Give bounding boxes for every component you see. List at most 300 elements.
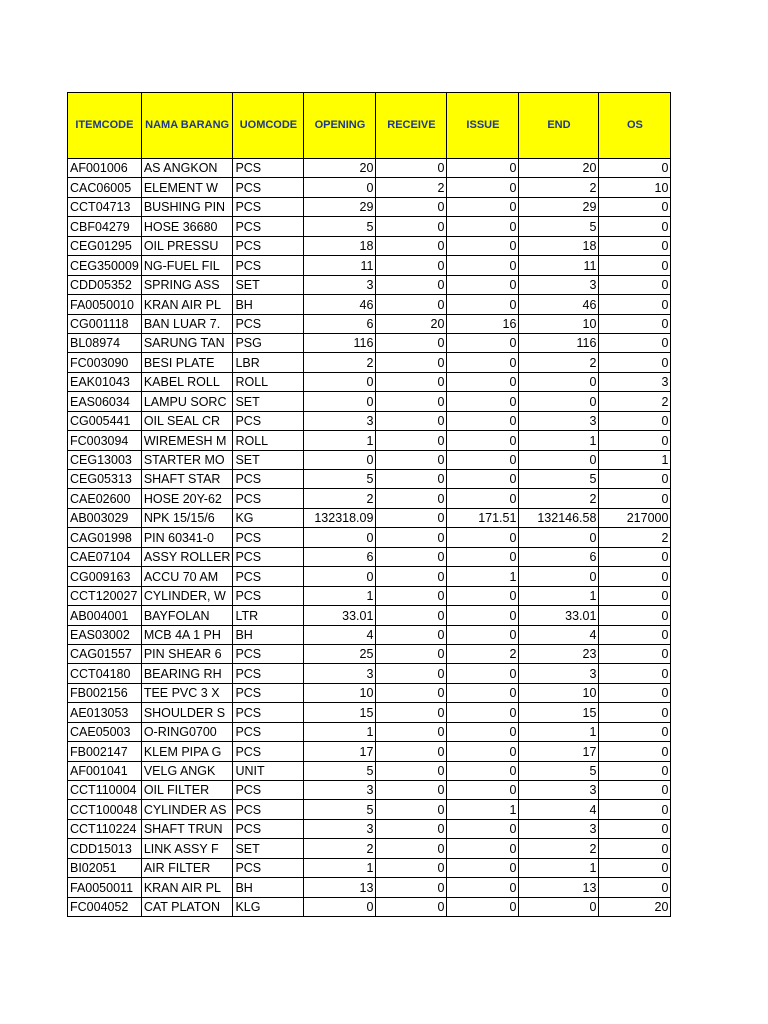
opening-cell[interactable]: 0 xyxy=(304,528,376,547)
os-cell[interactable]: 0 xyxy=(599,664,671,683)
issue-cell[interactable]: 0 xyxy=(447,761,519,780)
receive-cell[interactable]: 0 xyxy=(376,372,447,391)
opening-cell[interactable]: 1 xyxy=(304,858,376,877)
os-cell[interactable]: 217000 xyxy=(599,508,671,527)
itemcode-cell[interactable]: FC003090 xyxy=(68,353,142,372)
receive-cell[interactable]: 0 xyxy=(376,411,447,430)
nama-barang-cell[interactable]: BESI PLATE xyxy=(141,353,233,372)
itemcode-cell[interactable]: FB002147 xyxy=(68,742,142,761)
nama-barang-cell[interactable]: ACCU 70 AM xyxy=(141,567,233,586)
uomcode-cell[interactable]: PCS xyxy=(233,819,304,838)
itemcode-cell[interactable]: CG001118 xyxy=(68,314,142,333)
end-cell[interactable]: 13 xyxy=(519,878,599,897)
uomcode-cell[interactable]: PCS xyxy=(233,197,304,216)
end-cell[interactable]: 132146.58 xyxy=(519,508,599,527)
receive-cell[interactable]: 20 xyxy=(376,314,447,333)
os-cell[interactable]: 0 xyxy=(599,333,671,352)
receive-cell[interactable]: 0 xyxy=(376,683,447,702)
issue-cell[interactable]: 0 xyxy=(447,431,519,450)
uomcode-cell[interactable]: PCS xyxy=(233,314,304,333)
itemcode-cell[interactable]: CCT100048 xyxy=(68,800,142,819)
issue-cell[interactable]: 0 xyxy=(447,664,519,683)
receive-cell[interactable]: 0 xyxy=(376,819,447,838)
end-cell[interactable]: 2 xyxy=(519,489,599,508)
os-cell[interactable]: 0 xyxy=(599,625,671,644)
nama-barang-cell[interactable]: STARTER MO xyxy=(141,450,233,469)
nama-barang-cell[interactable]: OIL SEAL CR xyxy=(141,411,233,430)
os-cell[interactable]: 0 xyxy=(599,742,671,761)
issue-cell[interactable]: 0 xyxy=(447,839,519,858)
os-cell[interactable]: 0 xyxy=(599,858,671,877)
uomcode-cell[interactable]: PCS xyxy=(233,858,304,877)
itemcode-cell[interactable]: CEG13003 xyxy=(68,450,142,469)
header-end[interactable]: END xyxy=(519,93,599,159)
end-cell[interactable]: 10 xyxy=(519,314,599,333)
end-cell[interactable]: 3 xyxy=(519,275,599,294)
issue-cell[interactable]: 0 xyxy=(447,333,519,352)
uomcode-cell[interactable]: PCS xyxy=(233,236,304,255)
os-cell[interactable]: 0 xyxy=(599,781,671,800)
itemcode-cell[interactable]: AE013053 xyxy=(68,703,142,722)
issue-cell[interactable]: 0 xyxy=(447,372,519,391)
end-cell[interactable]: 2 xyxy=(519,178,599,197)
header-opening[interactable]: OPENING xyxy=(304,93,376,159)
uomcode-cell[interactable]: PCS xyxy=(233,644,304,663)
nama-barang-cell[interactable]: NG-FUEL FIL xyxy=(141,256,233,275)
issue-cell[interactable]: 0 xyxy=(447,217,519,236)
receive-cell[interactable]: 0 xyxy=(376,431,447,450)
issue-cell[interactable]: 0 xyxy=(447,586,519,605)
end-cell[interactable]: 2 xyxy=(519,839,599,858)
receive-cell[interactable]: 0 xyxy=(376,217,447,236)
itemcode-cell[interactable]: CG005441 xyxy=(68,411,142,430)
header-receive[interactable]: RECEIVE xyxy=(376,93,447,159)
receive-cell[interactable]: 0 xyxy=(376,547,447,566)
opening-cell[interactable]: 2 xyxy=(304,489,376,508)
header-nama-barang[interactable]: NAMA BARANG xyxy=(141,93,233,159)
receive-cell[interactable]: 2 xyxy=(376,178,447,197)
opening-cell[interactable]: 15 xyxy=(304,703,376,722)
itemcode-cell[interactable]: CAE05003 xyxy=(68,722,142,741)
opening-cell[interactable]: 0 xyxy=(304,450,376,469)
issue-cell[interactable]: 0 xyxy=(447,411,519,430)
nama-barang-cell[interactable]: HOSE 20Y-62 xyxy=(141,489,233,508)
uomcode-cell[interactable]: PCS xyxy=(233,411,304,430)
os-cell[interactable]: 0 xyxy=(599,353,671,372)
uomcode-cell[interactable]: PCS xyxy=(233,781,304,800)
issue-cell[interactable]: 0 xyxy=(447,547,519,566)
os-cell[interactable]: 0 xyxy=(599,547,671,566)
opening-cell[interactable]: 1 xyxy=(304,722,376,741)
issue-cell[interactable]: 1 xyxy=(447,567,519,586)
uomcode-cell[interactable]: BH xyxy=(233,625,304,644)
os-cell[interactable]: 0 xyxy=(599,703,671,722)
os-cell[interactable]: 0 xyxy=(599,470,671,489)
receive-cell[interactable]: 0 xyxy=(376,159,447,178)
header-os[interactable]: OS xyxy=(599,93,671,159)
itemcode-cell[interactable]: EAS03002 xyxy=(68,625,142,644)
issue-cell[interactable]: 0 xyxy=(447,742,519,761)
opening-cell[interactable]: 132318.09 xyxy=(304,508,376,527)
uomcode-cell[interactable]: PCS xyxy=(233,217,304,236)
issue-cell[interactable]: 0 xyxy=(447,159,519,178)
receive-cell[interactable]: 0 xyxy=(376,800,447,819)
receive-cell[interactable]: 0 xyxy=(376,295,447,314)
os-cell[interactable]: 0 xyxy=(599,683,671,702)
nama-barang-cell[interactable]: VELG ANGK xyxy=(141,761,233,780)
issue-cell[interactable]: 0 xyxy=(447,722,519,741)
nama-barang-cell[interactable]: OIL FILTER xyxy=(141,781,233,800)
nama-barang-cell[interactable]: SPRING ASS xyxy=(141,275,233,294)
os-cell[interactable]: 10 xyxy=(599,178,671,197)
uomcode-cell[interactable]: PCS xyxy=(233,470,304,489)
opening-cell[interactable]: 20 xyxy=(304,159,376,178)
itemcode-cell[interactable]: EAS06034 xyxy=(68,392,142,411)
end-cell[interactable]: 10 xyxy=(519,683,599,702)
nama-barang-cell[interactable]: SHAFT STAR xyxy=(141,470,233,489)
opening-cell[interactable]: 1 xyxy=(304,431,376,450)
end-cell[interactable]: 0 xyxy=(519,392,599,411)
nama-barang-cell[interactable]: ELEMENT W xyxy=(141,178,233,197)
opening-cell[interactable]: 2 xyxy=(304,353,376,372)
nama-barang-cell[interactable]: CYLINDER AS xyxy=(141,800,233,819)
end-cell[interactable]: 17 xyxy=(519,742,599,761)
opening-cell[interactable]: 3 xyxy=(304,781,376,800)
receive-cell[interactable]: 0 xyxy=(376,508,447,527)
end-cell[interactable]: 6 xyxy=(519,547,599,566)
os-cell[interactable]: 0 xyxy=(599,819,671,838)
receive-cell[interactable]: 0 xyxy=(376,878,447,897)
end-cell[interactable]: 5 xyxy=(519,217,599,236)
end-cell[interactable]: 5 xyxy=(519,470,599,489)
nama-barang-cell[interactable]: ASSY ROLLER xyxy=(141,547,233,566)
nama-barang-cell[interactable]: BAN LUAR 7. xyxy=(141,314,233,333)
end-cell[interactable]: 1 xyxy=(519,431,599,450)
opening-cell[interactable]: 1 xyxy=(304,586,376,605)
opening-cell[interactable]: 29 xyxy=(304,197,376,216)
receive-cell[interactable]: 0 xyxy=(376,625,447,644)
receive-cell[interactable]: 0 xyxy=(376,897,447,916)
os-cell[interactable]: 0 xyxy=(599,644,671,663)
issue-cell[interactable]: 0 xyxy=(447,275,519,294)
uomcode-cell[interactable]: PCS xyxy=(233,547,304,566)
nama-barang-cell[interactable]: KRAN AIR PL xyxy=(141,295,233,314)
nama-barang-cell[interactable]: LAMPU SORC xyxy=(141,392,233,411)
itemcode-cell[interactable]: CDD05352 xyxy=(68,275,142,294)
os-cell[interactable]: 0 xyxy=(599,217,671,236)
nama-barang-cell[interactable]: AIR FILTER xyxy=(141,858,233,877)
itemcode-cell[interactable]: FB002156 xyxy=(68,683,142,702)
itemcode-cell[interactable]: AF001006 xyxy=(68,159,142,178)
itemcode-cell[interactable]: AB003029 xyxy=(68,508,142,527)
itemcode-cell[interactable]: AF001041 xyxy=(68,761,142,780)
end-cell[interactable]: 1 xyxy=(519,722,599,741)
issue-cell[interactable]: 0 xyxy=(447,353,519,372)
itemcode-cell[interactable]: BL08974 xyxy=(68,333,142,352)
os-cell[interactable]: 0 xyxy=(599,295,671,314)
receive-cell[interactable]: 0 xyxy=(376,470,447,489)
os-cell[interactable]: 0 xyxy=(599,606,671,625)
end-cell[interactable]: 5 xyxy=(519,761,599,780)
opening-cell[interactable]: 3 xyxy=(304,411,376,430)
itemcode-cell[interactable]: AB004001 xyxy=(68,606,142,625)
os-cell[interactable]: 0 xyxy=(599,314,671,333)
nama-barang-cell[interactable]: WIREMESH M xyxy=(141,431,233,450)
issue-cell[interactable]: 0 xyxy=(447,897,519,916)
receive-cell[interactable]: 0 xyxy=(376,333,447,352)
receive-cell[interactable]: 0 xyxy=(376,392,447,411)
opening-cell[interactable]: 11 xyxy=(304,256,376,275)
header-itemcode[interactable]: ITEMCODE xyxy=(68,93,142,159)
issue-cell[interactable]: 0 xyxy=(447,858,519,877)
header-issue[interactable]: ISSUE xyxy=(447,93,519,159)
nama-barang-cell[interactable]: PIN SHEAR 6 xyxy=(141,644,233,663)
nama-barang-cell[interactable]: CAT PLATON xyxy=(141,897,233,916)
os-cell[interactable]: 0 xyxy=(599,159,671,178)
opening-cell[interactable]: 5 xyxy=(304,217,376,236)
receive-cell[interactable]: 0 xyxy=(376,722,447,741)
receive-cell[interactable]: 0 xyxy=(376,761,447,780)
uomcode-cell[interactable]: SET xyxy=(233,450,304,469)
nama-barang-cell[interactable]: MCB 4A 1 PH xyxy=(141,625,233,644)
opening-cell[interactable]: 0 xyxy=(304,178,376,197)
end-cell[interactable]: 3 xyxy=(519,781,599,800)
receive-cell[interactable]: 0 xyxy=(376,606,447,625)
opening-cell[interactable]: 6 xyxy=(304,547,376,566)
end-cell[interactable]: 46 xyxy=(519,295,599,314)
itemcode-cell[interactable]: CDD15013 xyxy=(68,839,142,858)
os-cell[interactable]: 0 xyxy=(599,800,671,819)
receive-cell[interactable]: 0 xyxy=(376,742,447,761)
end-cell[interactable]: 2 xyxy=(519,353,599,372)
nama-barang-cell[interactable]: CYLINDER, W xyxy=(141,586,233,605)
opening-cell[interactable]: 0 xyxy=(304,372,376,391)
nama-barang-cell[interactable]: NPK 15/15/6 xyxy=(141,508,233,527)
uomcode-cell[interactable]: PCS xyxy=(233,683,304,702)
receive-cell[interactable]: 0 xyxy=(376,839,447,858)
uomcode-cell[interactable]: PCS xyxy=(233,567,304,586)
receive-cell[interactable]: 0 xyxy=(376,450,447,469)
nama-barang-cell[interactable]: HOSE 36680 xyxy=(141,217,233,236)
opening-cell[interactable]: 0 xyxy=(304,897,376,916)
nama-barang-cell[interactable]: KABEL ROLL xyxy=(141,372,233,391)
uomcode-cell[interactable]: KLG xyxy=(233,897,304,916)
end-cell[interactable]: 18 xyxy=(519,236,599,255)
uomcode-cell[interactable]: PSG xyxy=(233,333,304,352)
end-cell[interactable]: 0 xyxy=(519,897,599,916)
os-cell[interactable]: 0 xyxy=(599,567,671,586)
nama-barang-cell[interactable]: O-RING0700 xyxy=(141,722,233,741)
itemcode-cell[interactable]: CEG05313 xyxy=(68,470,142,489)
os-cell[interactable]: 0 xyxy=(599,761,671,780)
os-cell[interactable]: 0 xyxy=(599,878,671,897)
os-cell[interactable]: 3 xyxy=(599,372,671,391)
receive-cell[interactable]: 0 xyxy=(376,353,447,372)
receive-cell[interactable]: 0 xyxy=(376,664,447,683)
end-cell[interactable]: 3 xyxy=(519,664,599,683)
uomcode-cell[interactable]: PCS xyxy=(233,256,304,275)
os-cell[interactable]: 0 xyxy=(599,236,671,255)
nama-barang-cell[interactable]: BUSHING PIN xyxy=(141,197,233,216)
end-cell[interactable]: 1 xyxy=(519,858,599,877)
os-cell[interactable]: 0 xyxy=(599,411,671,430)
itemcode-cell[interactable]: EAK01043 xyxy=(68,372,142,391)
os-cell[interactable]: 20 xyxy=(599,897,671,916)
nama-barang-cell[interactable]: AS ANGKON xyxy=(141,159,233,178)
receive-cell[interactable]: 0 xyxy=(376,197,447,216)
issue-cell[interactable]: 0 xyxy=(447,703,519,722)
end-cell[interactable]: 1 xyxy=(519,586,599,605)
nama-barang-cell[interactable]: SHAFT TRUN xyxy=(141,819,233,838)
uomcode-cell[interactable]: ROLL xyxy=(233,431,304,450)
uomcode-cell[interactable]: PCS xyxy=(233,159,304,178)
os-cell[interactable]: 0 xyxy=(599,489,671,508)
os-cell[interactable]: 0 xyxy=(599,256,671,275)
itemcode-cell[interactable]: CEG350009 xyxy=(68,256,142,275)
receive-cell[interactable]: 0 xyxy=(376,236,447,255)
itemcode-cell[interactable]: CAG01557 xyxy=(68,644,142,663)
uomcode-cell[interactable]: ROLL xyxy=(233,372,304,391)
os-cell[interactable]: 0 xyxy=(599,722,671,741)
uomcode-cell[interactable]: PCS xyxy=(233,489,304,508)
itemcode-cell[interactable]: CEG01295 xyxy=(68,236,142,255)
nama-barang-cell[interactable]: PIN 60341-0 xyxy=(141,528,233,547)
uomcode-cell[interactable]: SET xyxy=(233,839,304,858)
itemcode-cell[interactable]: CCT110004 xyxy=(68,781,142,800)
uomcode-cell[interactable]: PCS xyxy=(233,664,304,683)
nama-barang-cell[interactable]: BEARING RH xyxy=(141,664,233,683)
itemcode-cell[interactable]: CG009163 xyxy=(68,567,142,586)
opening-cell[interactable]: 0 xyxy=(304,392,376,411)
issue-cell[interactable]: 0 xyxy=(447,197,519,216)
issue-cell[interactable]: 0 xyxy=(447,528,519,547)
issue-cell[interactable]: 0 xyxy=(447,625,519,644)
opening-cell[interactable]: 33.01 xyxy=(304,606,376,625)
opening-cell[interactable]: 116 xyxy=(304,333,376,352)
receive-cell[interactable]: 0 xyxy=(376,781,447,800)
nama-barang-cell[interactable]: BAYFOLAN xyxy=(141,606,233,625)
end-cell[interactable]: 11 xyxy=(519,256,599,275)
issue-cell[interactable]: 0 xyxy=(447,878,519,897)
uomcode-cell[interactable]: PCS xyxy=(233,703,304,722)
receive-cell[interactable]: 0 xyxy=(376,275,447,294)
issue-cell[interactable]: 171.51 xyxy=(447,508,519,527)
receive-cell[interactable]: 0 xyxy=(376,528,447,547)
opening-cell[interactable]: 2 xyxy=(304,839,376,858)
itemcode-cell[interactable]: CAE07104 xyxy=(68,547,142,566)
itemcode-cell[interactable]: CCT110224 xyxy=(68,819,142,838)
uomcode-cell[interactable]: PCS xyxy=(233,722,304,741)
end-cell[interactable]: 0 xyxy=(519,372,599,391)
end-cell[interactable]: 0 xyxy=(519,567,599,586)
nama-barang-cell[interactable]: SARUNG TAN xyxy=(141,333,233,352)
issue-cell[interactable]: 0 xyxy=(447,781,519,800)
opening-cell[interactable]: 5 xyxy=(304,470,376,489)
itemcode-cell[interactable]: CCT120027 xyxy=(68,586,142,605)
issue-cell[interactable]: 2 xyxy=(447,644,519,663)
end-cell[interactable]: 15 xyxy=(519,703,599,722)
opening-cell[interactable]: 0 xyxy=(304,567,376,586)
header-uomcode[interactable]: UOMCODE xyxy=(233,93,304,159)
receive-cell[interactable]: 0 xyxy=(376,586,447,605)
itemcode-cell[interactable]: CBF04279 xyxy=(68,217,142,236)
os-cell[interactable]: 1 xyxy=(599,450,671,469)
nama-barang-cell[interactable]: KLEM PIPA G xyxy=(141,742,233,761)
end-cell[interactable]: 0 xyxy=(519,528,599,547)
os-cell[interactable]: 0 xyxy=(599,431,671,450)
uomcode-cell[interactable]: PCS xyxy=(233,742,304,761)
end-cell[interactable]: 23 xyxy=(519,644,599,663)
issue-cell[interactable]: 0 xyxy=(447,392,519,411)
opening-cell[interactable]: 3 xyxy=(304,275,376,294)
itemcode-cell[interactable]: CAC06005 xyxy=(68,178,142,197)
end-cell[interactable]: 4 xyxy=(519,625,599,644)
nama-barang-cell[interactable]: TEE PVC 3 X xyxy=(141,683,233,702)
issue-cell[interactable]: 0 xyxy=(447,256,519,275)
issue-cell[interactable]: 0 xyxy=(447,178,519,197)
issue-cell[interactable]: 0 xyxy=(447,489,519,508)
os-cell[interactable]: 0 xyxy=(599,586,671,605)
opening-cell[interactable]: 46 xyxy=(304,295,376,314)
os-cell[interactable]: 2 xyxy=(599,392,671,411)
uomcode-cell[interactable]: BH xyxy=(233,295,304,314)
uomcode-cell[interactable]: UNIT xyxy=(233,761,304,780)
itemcode-cell[interactable]: FA0050010 xyxy=(68,295,142,314)
receive-cell[interactable]: 0 xyxy=(376,644,447,663)
itemcode-cell[interactable]: CCT04180 xyxy=(68,664,142,683)
end-cell[interactable]: 0 xyxy=(519,450,599,469)
uomcode-cell[interactable]: PCS xyxy=(233,586,304,605)
uomcode-cell[interactable]: PCS xyxy=(233,178,304,197)
end-cell[interactable]: 3 xyxy=(519,819,599,838)
itemcode-cell[interactable]: BI02051 xyxy=(68,858,142,877)
end-cell[interactable]: 20 xyxy=(519,159,599,178)
itemcode-cell[interactable]: CCT04713 xyxy=(68,197,142,216)
uomcode-cell[interactable]: SET xyxy=(233,275,304,294)
opening-cell[interactable]: 13 xyxy=(304,878,376,897)
opening-cell[interactable]: 5 xyxy=(304,761,376,780)
opening-cell[interactable]: 3 xyxy=(304,819,376,838)
issue-cell[interactable]: 0 xyxy=(447,606,519,625)
os-cell[interactable]: 0 xyxy=(599,275,671,294)
uomcode-cell[interactable]: LTR xyxy=(233,606,304,625)
itemcode-cell[interactable]: CAE02600 xyxy=(68,489,142,508)
end-cell[interactable]: 33.01 xyxy=(519,606,599,625)
nama-barang-cell[interactable]: LINK ASSY F xyxy=(141,839,233,858)
uomcode-cell[interactable]: BH xyxy=(233,878,304,897)
opening-cell[interactable]: 18 xyxy=(304,236,376,255)
itemcode-cell[interactable]: FA0050011 xyxy=(68,878,142,897)
os-cell[interactable]: 0 xyxy=(599,839,671,858)
issue-cell[interactable]: 0 xyxy=(447,236,519,255)
end-cell[interactable]: 116 xyxy=(519,333,599,352)
issue-cell[interactable]: 0 xyxy=(447,450,519,469)
issue-cell[interactable]: 0 xyxy=(447,470,519,489)
opening-cell[interactable]: 3 xyxy=(304,664,376,683)
uomcode-cell[interactable]: LBR xyxy=(233,353,304,372)
end-cell[interactable]: 3 xyxy=(519,411,599,430)
nama-barang-cell[interactable]: SHOULDER S xyxy=(141,703,233,722)
uomcode-cell[interactable]: KG xyxy=(233,508,304,527)
opening-cell[interactable]: 25 xyxy=(304,644,376,663)
opening-cell[interactable]: 4 xyxy=(304,625,376,644)
uomcode-cell[interactable]: PCS xyxy=(233,528,304,547)
end-cell[interactable]: 29 xyxy=(519,197,599,216)
receive-cell[interactable]: 0 xyxy=(376,489,447,508)
end-cell[interactable]: 4 xyxy=(519,800,599,819)
opening-cell[interactable]: 10 xyxy=(304,683,376,702)
opening-cell[interactable]: 17 xyxy=(304,742,376,761)
